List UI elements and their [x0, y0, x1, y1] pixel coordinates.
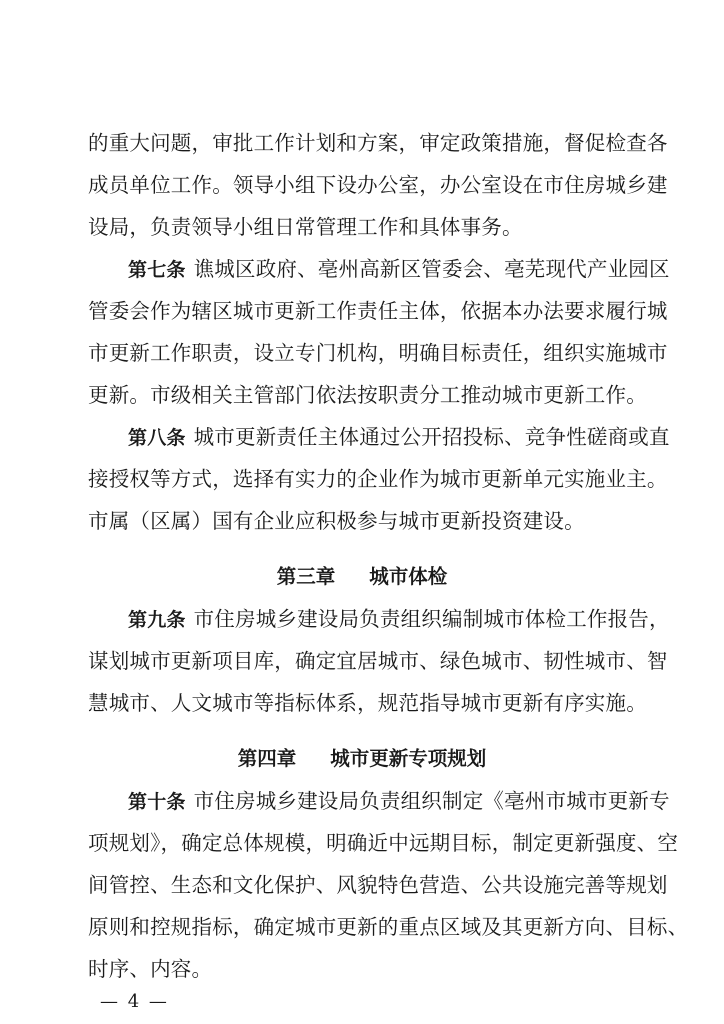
article-10-first-line: [128, 786, 670, 817]
chapter-title: 城市更新专项规划: [330, 747, 487, 770]
page-number: — 4 —: [100, 991, 169, 1012]
body-text-line: 时序、内容。: [88, 957, 213, 981]
body-text-line: 更新。市级相关主管部门依法按职责分工推动城市更新工作。: [88, 383, 647, 407]
article-label: 第七条: [128, 259, 186, 281]
body-text-line: 谋划城市更新项目库，确定宜居城市、绿色城市、韧性城市、智: [88, 649, 668, 673]
chapter-number: 第四章: [237, 747, 297, 770]
body-text-line: 设局，负责领导小组日常管理工作和具体事务。: [88, 215, 523, 239]
body-text-line: 原则和控规指标，确定城市更新的重点区域及其更新方向、目标、: [88, 915, 689, 939]
body-text-line: 项规划》，确定总体规模，明确近中远期目标，制定更新强度、空: [88, 831, 679, 855]
article-8-first-line: [128, 422, 670, 453]
article-text: 城市更新责任主体通过公开招投标、竞争性磋商或直: [193, 425, 670, 449]
chapter-heading: [0, 562, 724, 592]
article-text: 市住房城乡建设局负责组织编制城市体检工作报告，: [193, 607, 670, 631]
article-text: 市住房城乡建设局负责组织制定《亳州市城市更新专: [193, 789, 670, 813]
body-text-line: 市属（区属）国有企业应积极参与城市更新投资建设。: [88, 509, 585, 533]
chapter-heading: [0, 744, 724, 774]
body-text-line: 接授权等方式，选择有实力的企业作为城市更新单元实施业主。: [88, 467, 668, 491]
article-label: 第八条: [128, 427, 186, 449]
body-text-line: 慧城市、人文城市等指标体系，规范指导城市更新有序实施。: [88, 691, 647, 715]
body-text-line: 的重大问题，审批工作计划和方案，审定政策措施，督促检查各: [88, 131, 668, 155]
chapter-number: 第三章: [276, 565, 336, 588]
body-text-line: 成员单位工作。领导小组下设办公室，办公室设在市住房城乡建: [88, 173, 668, 197]
article-label: 第十条: [128, 791, 186, 813]
chapter-title: 城市体检: [369, 565, 448, 588]
body-text-line: 管委会作为辖区城市更新工作责任主体，依据本办法要求履行城: [88, 299, 668, 323]
article-label: 第九条: [128, 609, 186, 631]
article-7-first-line: [128, 254, 670, 285]
body-text-line: 市更新工作职责，设立专门机构，明确目标责任，组织实施城市: [88, 341, 668, 365]
body-text-line: 间管控、生态和文化保护、风貌特色营造、公共设施完善等规划: [88, 873, 668, 897]
article-text: 谯城区政府、亳州高新区管委会、亳芜现代产业园区: [193, 257, 670, 281]
article-9-first-line: [128, 604, 670, 635]
